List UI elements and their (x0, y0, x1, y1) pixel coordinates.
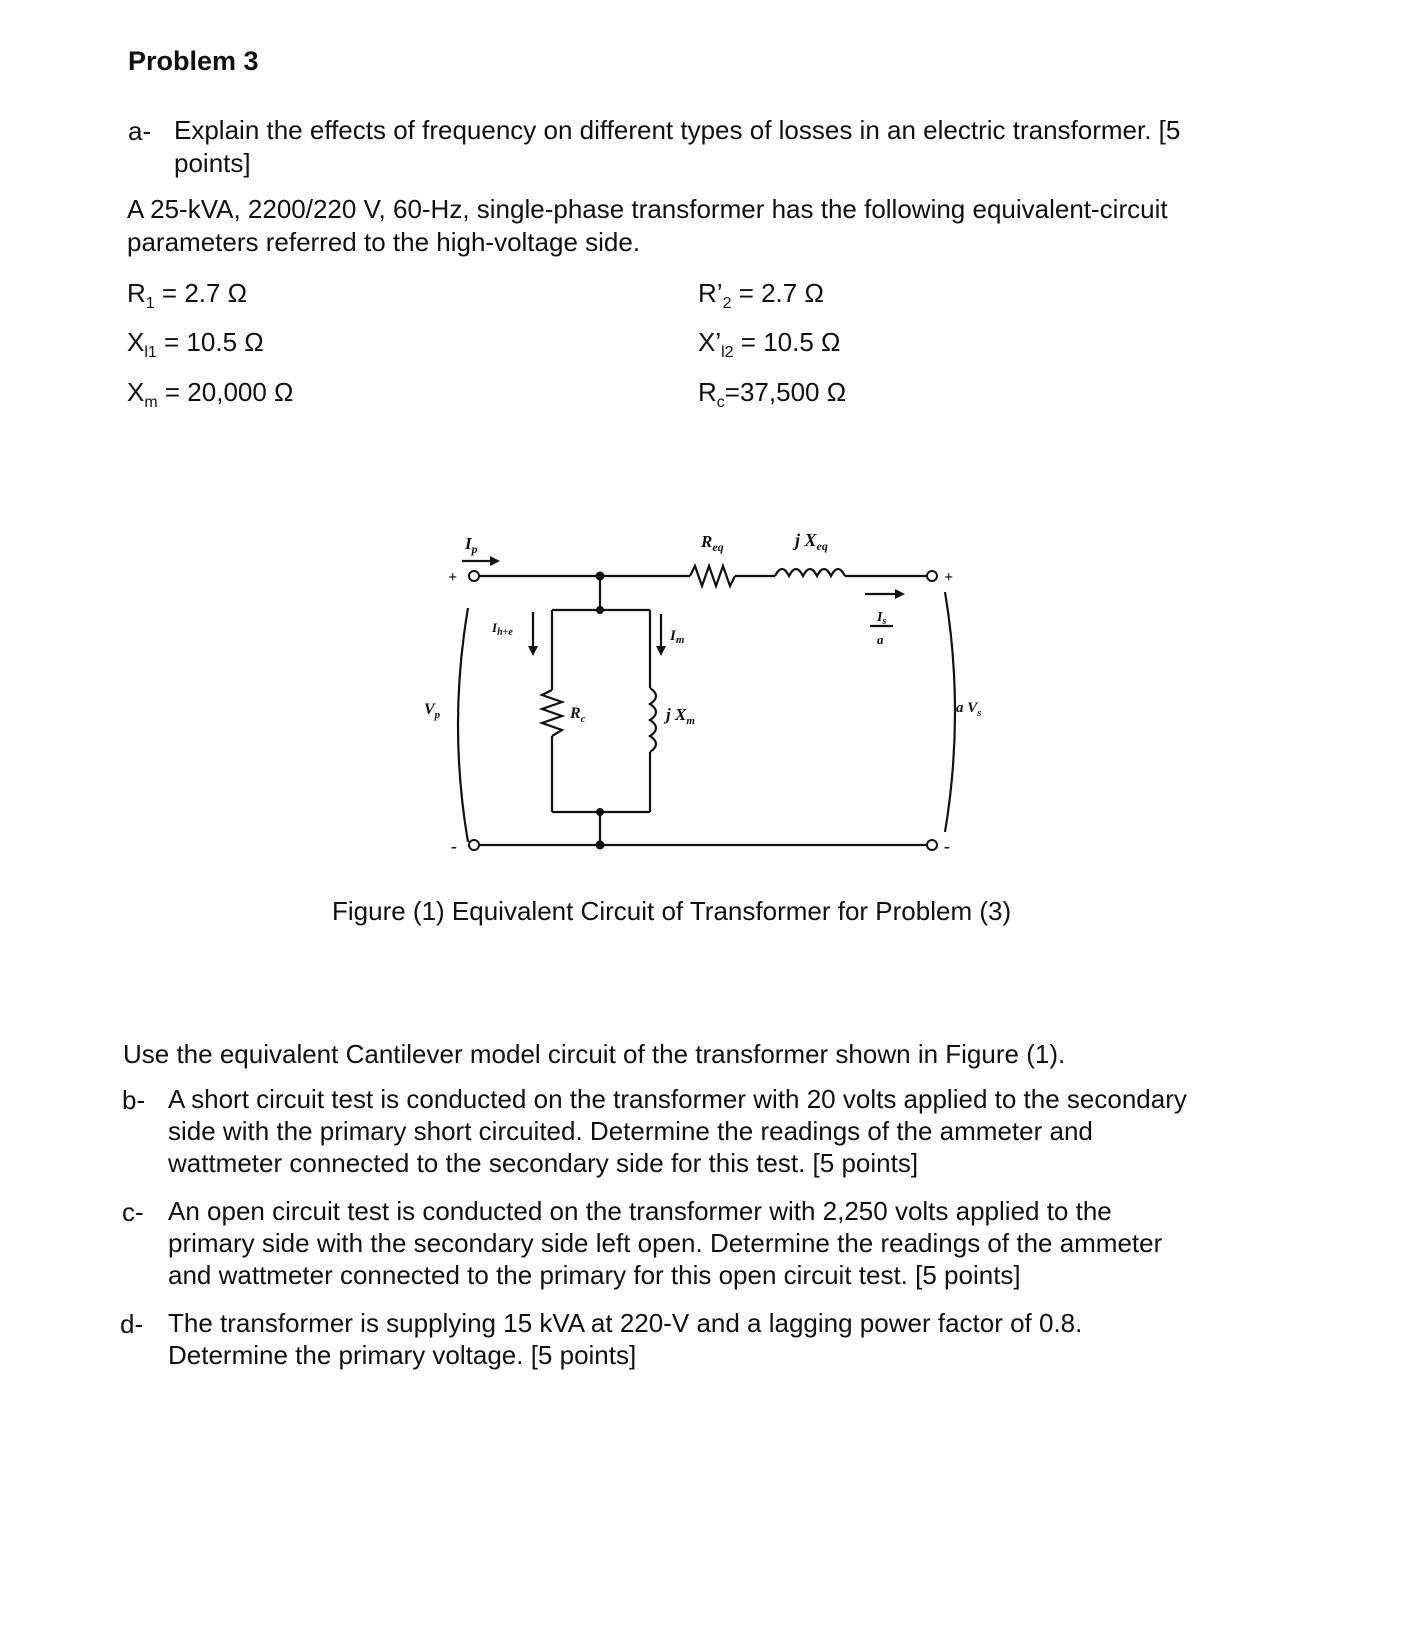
junction-bottom (596, 841, 605, 850)
avs-label: a $V_s$ (956, 700, 982, 719)
part-c-line1: An open circuit test is conducted on the transformer with 2,250 volts applied to the (168, 1196, 1112, 1226)
im-label: $I_m$ (670, 628, 685, 646)
part-d-text (168, 1307, 1285, 1371)
param-r1: $R_1 = 2.7$ Ω (127, 278, 248, 313)
part-c-line3: and wattmeter connected to the primary for this open circuit test. [5 points] (168, 1260, 1021, 1290)
secondary-plus-terminal (927, 571, 937, 581)
part-c-line2: primary side with the secondary side left open. Determine the readings of the ammeter (168, 1228, 1163, 1258)
secondary-plus-sign: + (944, 569, 954, 586)
avs-bracket (945, 592, 955, 832)
primary-minus-terminal (469, 840, 479, 850)
vp-label: $V_p$ (424, 701, 441, 721)
part-c-letter: c- (122, 1197, 144, 1227)
req-resistor (690, 566, 735, 586)
ip-arrow-head (490, 556, 500, 566)
part-a-line1: Explain the effects of frequency on different types of losses in an electric transformer. [5 (174, 115, 1181, 145)
vp-bracket (458, 608, 468, 842)
problem-title: Problem 3 (128, 46, 259, 76)
ihe-label: $I_{h+e}$ (492, 620, 513, 638)
is-denominator: a (877, 632, 884, 647)
secondary-minus-terminal (927, 840, 937, 850)
is-label: $I_s$ (877, 610, 887, 627)
part-b-line3: wattmeter connected to the secondary side for this test. [5 points] (168, 1148, 919, 1178)
secondary-minus-sign: - (944, 836, 950, 856)
part-b-line1: A short circuit test is conducted on the transformer with 20 volts applied to the secondary (168, 1084, 1187, 1114)
part-c-text (168, 1195, 1285, 1291)
junction-shunt-bottom (596, 808, 604, 816)
junction-shunt-top (596, 606, 604, 614)
jxm-label: j $X_m$ (666, 705, 695, 727)
jxeq-inductor (775, 569, 845, 576)
ihe-arrow-head (528, 646, 538, 656)
part-d-letter: d- (120, 1309, 144, 1339)
primary-minus-sign: - (451, 836, 457, 856)
ip-label: $I_p$ (465, 534, 478, 556)
part-b-line2: side with the primary short circuited. Determine the readings of the ammeter and (168, 1116, 1093, 1146)
param-r2: $R’_2 = 2.7$ Ω (698, 278, 824, 313)
use-model-text: Use the equivalent Cantilever model circuit of the transformer shown in Figure (1). (123, 1039, 1066, 1069)
intro-line1: A 25-kVA, 2200/220 V, 60-Hz, single-phase transformer has the following equivalent-circuit (127, 194, 1168, 224)
rc-label: $R_c$ (570, 705, 586, 725)
is-arrow-head (895, 589, 905, 599)
part-d-line2: Determine the primary voltage. [5 points] (168, 1340, 637, 1370)
req-label: $R_{eq}$ (701, 532, 724, 554)
intro-line2: parameters referred to the high-voltage side. (127, 227, 641, 257)
param-xl2: $X’_{l2} = 10.5$ Ω (698, 327, 841, 362)
part-b-letter: b- (122, 1085, 146, 1115)
part-b-text (168, 1083, 1285, 1179)
part-a-letter: a- (128, 116, 152, 146)
im-arrow-head (656, 646, 666, 656)
part-d-line1: The transformer is supplying 15 kVA at 220-V and a lagging power factor of 0.8. (168, 1308, 1083, 1338)
junction-top (596, 572, 605, 581)
part-a-line2: points] (174, 148, 251, 178)
jxeq-label: j $X_{eq}$ (795, 530, 828, 553)
param-rc: $R_c=37,500$ Ω (698, 377, 847, 412)
primary-plus-sign: + (448, 569, 458, 586)
xm-inductor (650, 688, 656, 752)
param-xm: $X_m = 20,000$ Ω (127, 377, 294, 412)
figure-caption: Figure (1) Equivalent Circuit of Transformer for Problem (3) (332, 896, 1012, 926)
param-xl1: $X_{l1} = 10.5$ Ω (127, 327, 264, 362)
primary-plus-terminal (469, 571, 479, 581)
rc-resistor (542, 690, 562, 736)
